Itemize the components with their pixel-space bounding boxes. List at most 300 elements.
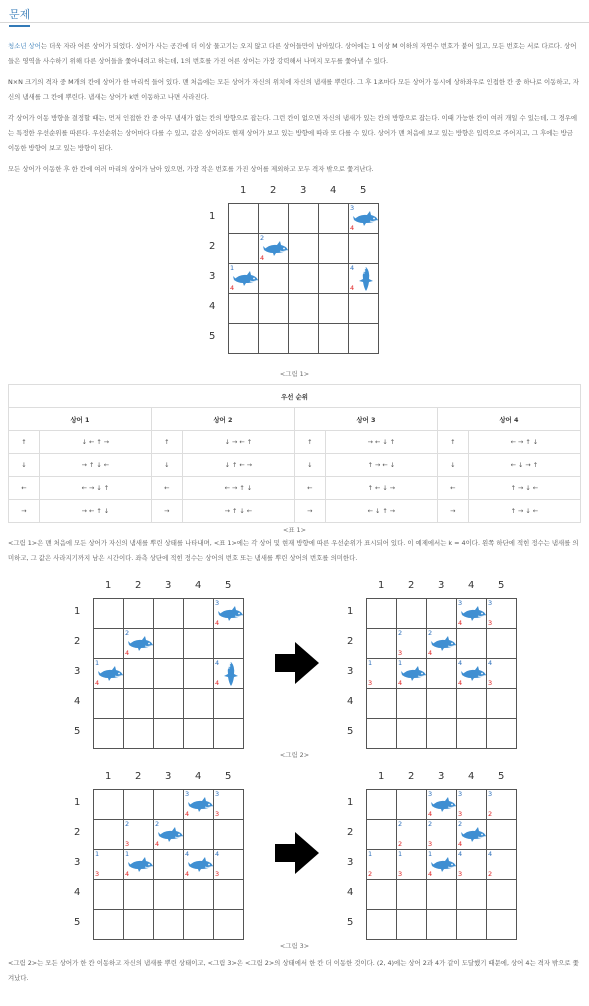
- grid-cell: [289, 264, 319, 294]
- smell-counter: 4: [185, 810, 190, 818]
- row-label: 3: [74, 857, 81, 868]
- grid-cell: [259, 294, 289, 324]
- current-direction-cell: ↓: [151, 454, 182, 477]
- shark-number: 3: [428, 790, 433, 798]
- row-label: 1: [347, 797, 354, 808]
- grid-cell: [367, 880, 397, 910]
- figure-3: [0, 765, 589, 943]
- column-label: 2: [408, 580, 415, 591]
- arrow-right-icon: [275, 642, 319, 684]
- priority-cell: ↓ → ← ↑: [182, 431, 294, 454]
- column-label: 5: [225, 580, 232, 591]
- current-direction-cell: →: [9, 500, 40, 523]
- grid-cell: [124, 689, 154, 719]
- smell-counter: 4: [428, 649, 433, 657]
- smell-counter: 3: [215, 870, 220, 878]
- grid-cell: [229, 324, 259, 354]
- row-label: 5: [74, 726, 81, 737]
- smell-counter: 3: [488, 679, 493, 687]
- row-label: 4: [209, 301, 216, 312]
- shark-number: 3: [215, 599, 220, 607]
- grid-cell: [367, 689, 397, 719]
- figure-2-caption: <그림 2>: [279, 751, 310, 759]
- grid-cell: [154, 790, 184, 820]
- grid-cell: [184, 790, 214, 820]
- grid-cell: [214, 659, 244, 689]
- shark-icon: [461, 666, 487, 686]
- smell-counter: 3: [458, 870, 463, 878]
- row-label: 4: [347, 887, 354, 898]
- smell-counter: 3: [398, 870, 403, 878]
- smell-counter: 4: [95, 679, 100, 687]
- grid-cell: [94, 599, 124, 629]
- grid-cell: [367, 820, 397, 850]
- smell-counter: 3: [458, 810, 463, 818]
- arrow-right-icon: [275, 832, 319, 874]
- grid-cell: [367, 850, 397, 880]
- grid-cell: [487, 790, 517, 820]
- smell-counter: 4: [398, 679, 403, 687]
- grid-table: [366, 598, 517, 749]
- shark-icon: [218, 606, 244, 626]
- shark-number: 2: [125, 629, 130, 637]
- row-label: 4: [74, 887, 81, 898]
- grid-cell: [457, 850, 487, 880]
- grid-cell: [487, 880, 517, 910]
- row-label: 5: [74, 917, 81, 928]
- smell-counter: 4: [185, 870, 190, 878]
- row-label: 4: [347, 696, 354, 707]
- grid-cell: [229, 264, 259, 294]
- grid-cell: [214, 880, 244, 910]
- shark-number: 2: [398, 820, 403, 828]
- priority-table-title: 우선 순위: [9, 385, 581, 408]
- grid-cell: [124, 629, 154, 659]
- current-direction-cell: →: [437, 500, 468, 523]
- grid-cell: [259, 264, 289, 294]
- smell-counter: 3: [368, 679, 373, 687]
- priority-cell: → ← ↑ ↓: [39, 500, 151, 523]
- grid-cell: [124, 850, 154, 880]
- paragraph-figure-2-3: <그림 2>는 모든 상어가 한 칸 이동하고 자신의 냄새를 뿌린 상태이고, <그림 3>은 <그림 2>의 상태에서 한 칸 더 이동한 것이다. (2, 4)에는 상어 2과 4가 같이 도달했기 때문에, 상어 4는 격자 밖으로 쫓겨났다.: [8, 959, 579, 982]
- shark-number: 4: [350, 264, 355, 272]
- grid-cell: [487, 850, 517, 880]
- grid-cell: [427, 659, 457, 689]
- shark-number: 2: [125, 820, 130, 828]
- column-label: 4: [195, 771, 202, 782]
- grid-cell: [427, 599, 457, 629]
- shark-number: 2: [428, 629, 433, 637]
- grid-cell: [397, 880, 427, 910]
- grid-cell: [367, 629, 397, 659]
- row-label: 3: [347, 857, 354, 868]
- column-label: 1: [105, 580, 112, 591]
- table-header: 상어 1: [9, 408, 152, 431]
- smell-counter: 2: [398, 840, 403, 848]
- grid-cell: [214, 850, 244, 880]
- smell-counter: 4: [125, 649, 130, 657]
- priority-cell: → ↑ ↓ ←: [39, 454, 151, 477]
- grid-cell: [229, 234, 259, 264]
- grid-cell: [457, 910, 487, 940]
- shark-icon: [223, 661, 239, 691]
- priority-cell: → ← ↓ ↑: [325, 431, 437, 454]
- grid-cell: [214, 910, 244, 940]
- grid-cell: [154, 880, 184, 910]
- grid-cell: [124, 599, 154, 629]
- row-label: 3: [347, 666, 354, 677]
- figure-1-caption: <그림 1>: [279, 370, 310, 378]
- row-label: 5: [209, 331, 216, 342]
- column-label: 4: [195, 580, 202, 591]
- grid-cell: [457, 790, 487, 820]
- grid-cell: [94, 850, 124, 880]
- smell-counter: 2: [488, 810, 493, 818]
- grid-cell: [154, 629, 184, 659]
- column-label: 5: [498, 771, 505, 782]
- shark-icon: [431, 636, 457, 656]
- priority-cell: ↑ → ← ↓: [325, 454, 437, 477]
- grid-cell: [367, 659, 397, 689]
- grid-cell: [94, 689, 124, 719]
- priority-cell: ← → ↑ ↓: [182, 477, 294, 500]
- figure-1: [0, 183, 589, 373]
- shark-number: 4: [458, 850, 463, 858]
- smell-counter: 4: [458, 619, 463, 627]
- column-label: 4: [330, 185, 337, 196]
- grid-cell: [184, 629, 214, 659]
- current-direction-cell: ←: [294, 477, 325, 500]
- grid-cell: [94, 910, 124, 940]
- paragraph-grid: N×N 크기의 격자 중 M개의 칸에 상어가 한 마리씩 들어 있다. 맨 처음에는 모든 상어가 자신의 위치에 자신의 냄새를 뿌린다. 그 후 1초마다 모든 상어가 동시에 상하좌우로 인접한 칸 중 하나로 이동하고, 자신의 냄새를 그 칸에 뿌린다. 냄새는 상어가 k번 이동하고 나면 사라진다.: [8, 78, 579, 101]
- current-direction-cell: ↑: [151, 431, 182, 454]
- grid-cell: [94, 719, 124, 749]
- grid-cell: [124, 910, 154, 940]
- shark-icon: [431, 857, 457, 877]
- grid-cell: [457, 820, 487, 850]
- grid-cell: [319, 264, 349, 294]
- table-header: 상어 2: [151, 408, 294, 431]
- column-label: 3: [438, 771, 445, 782]
- grid-cell: [184, 599, 214, 629]
- paragraph-intro-text: 는 더욱 자라 어른 상어가 되었다. 상어가 사는 공간에 더 이상 물고기는 오지 않고 다른 상어들만이 남아있다. 상어에는 1 이상 M 이하의 자연수 번호가 붙어 있고, 모든 번호는 서로 다르다. 상어들은 영역을 사수하기 위해 다른 상어들을 쫓아내려고 하는데, 1의 번호를 가진 어른 상어는 가장 강력해서 나머지 모두를 쫓아낼 수 있다.: [8, 42, 577, 65]
- column-label: 3: [300, 185, 307, 196]
- column-label: 4: [468, 580, 475, 591]
- shark-icon: [98, 666, 124, 686]
- shark-number: 3: [458, 599, 463, 607]
- grid-cell: [349, 324, 379, 354]
- smell-counter: 3: [125, 840, 130, 848]
- grid-cell: [184, 659, 214, 689]
- smell-counter: 4: [125, 870, 130, 878]
- section-title: 문제: [9, 6, 30, 27]
- shark-number: 3: [350, 204, 355, 212]
- grid-cell: [457, 719, 487, 749]
- column-label: 2: [135, 771, 142, 782]
- grid-cell: [214, 689, 244, 719]
- table-row: [9, 500, 581, 523]
- shark-number: 1: [398, 850, 403, 858]
- priority-cell: → ↑ ↓ ←: [182, 500, 294, 523]
- paragraph-figure-explanation: <그림 1>은 맨 처음에 모든 상어가 자신의 냄새를 뿌린 상태를 나타내며, <표 1>에는 각 상어 및 현재 방향에 따른 우선순위가 표시되어 있다. 이 예제에서는 k = 4이다. 왼쪽 하단에 적힌 정수는 냄새를 의미하고, 그 값은 사라지기까지 남은 시간이다. 좌측 상단에 적힌 정수는 상어의 번호 또는 냄새를 뿌린 상어의 번호를 의미한다.: [8, 539, 579, 562]
- grid-cell: [427, 629, 457, 659]
- smell-counter: 4: [458, 679, 463, 687]
- priority-cell: ↓ ← ↑ →: [39, 431, 151, 454]
- grid-cell: [487, 820, 517, 850]
- grid-cell: [124, 820, 154, 850]
- priority-cell: ↑ ← ↓ →: [325, 477, 437, 500]
- shark-icon: [128, 857, 154, 877]
- grid-cell: [214, 629, 244, 659]
- column-label: 1: [240, 185, 247, 196]
- shark-number: 1: [368, 850, 373, 858]
- column-label: 5: [225, 771, 232, 782]
- shark-icon: [128, 636, 154, 656]
- grid-cell: [367, 719, 397, 749]
- grid-table: [93, 598, 244, 749]
- grid-cell: [94, 659, 124, 689]
- shark-icon: [431, 797, 457, 817]
- row-label: 3: [74, 666, 81, 677]
- grid-cell: [214, 820, 244, 850]
- grid-cell: [259, 234, 289, 264]
- grid-cell: [397, 910, 427, 940]
- smell-counter: 4: [458, 840, 463, 848]
- shark-icon: [188, 857, 214, 877]
- grid-cell: [319, 234, 349, 264]
- shark-number: 2: [458, 820, 463, 828]
- grid-cell: [457, 599, 487, 629]
- shark-number: 4: [215, 850, 220, 858]
- column-label: 3: [165, 580, 172, 591]
- column-label: 2: [135, 580, 142, 591]
- problem-content: [0, 39, 589, 177]
- shark-number: 4: [185, 850, 190, 858]
- grid-cell: [154, 850, 184, 880]
- paragraph-intro: [8, 39, 581, 69]
- row-label: 5: [347, 917, 354, 928]
- shark-number: 1: [398, 659, 403, 667]
- priority-table-body: [9, 431, 581, 523]
- shark-icon: [263, 241, 289, 261]
- grid-cell: [457, 629, 487, 659]
- grid-cell: [487, 599, 517, 629]
- grid-cell: [184, 850, 214, 880]
- grid-cell: [214, 790, 244, 820]
- current-direction-cell: ↓: [9, 454, 40, 477]
- smell-counter: 4: [260, 254, 265, 262]
- grid-cell: [427, 880, 457, 910]
- grid-cell: [487, 629, 517, 659]
- grid-cell: [184, 689, 214, 719]
- column-label: 5: [360, 185, 367, 196]
- grid-cell: [397, 629, 427, 659]
- grid-cell: [94, 790, 124, 820]
- grid-cell: [184, 719, 214, 749]
- grid-cell: [319, 324, 349, 354]
- smell-counter: 3: [488, 619, 493, 627]
- priority-cell: ← → ↑ ↓: [468, 431, 580, 454]
- grid-cell: [214, 719, 244, 749]
- row-label: 2: [347, 636, 354, 647]
- grid-cell: [154, 659, 184, 689]
- grid-cell: [124, 880, 154, 910]
- column-label: 1: [378, 580, 385, 591]
- smell-counter: 3: [95, 870, 100, 878]
- row-label: 2: [74, 636, 81, 647]
- grid-cell: [259, 204, 289, 234]
- row-label: 5: [347, 726, 354, 737]
- column-label: 4: [468, 771, 475, 782]
- column-label: 2: [270, 185, 277, 196]
- grid-cell: [184, 910, 214, 940]
- grid-cell: [319, 204, 349, 234]
- current-direction-cell: ↑: [437, 431, 468, 454]
- grid-cell: [124, 790, 154, 820]
- shark-number: 2: [155, 820, 160, 828]
- grid-cell: [367, 599, 397, 629]
- grid-cell: [124, 719, 154, 749]
- priority-cell: ← ↓ → ↑: [468, 454, 580, 477]
- grid-cell: [487, 659, 517, 689]
- row-label: 1: [74, 797, 81, 808]
- shark-number: 4: [458, 659, 463, 667]
- grid-cell: [184, 880, 214, 910]
- grid-cell: [154, 910, 184, 940]
- grid-cell: [427, 719, 457, 749]
- grid-cell: [367, 790, 397, 820]
- grid-cell: [349, 234, 379, 264]
- column-label: 2: [408, 771, 415, 782]
- grid-cell: [487, 910, 517, 940]
- shark-number: 1: [125, 850, 130, 858]
- smell-counter: 4: [215, 619, 220, 627]
- grid-table: [93, 789, 244, 940]
- shark-number: 1: [428, 850, 433, 858]
- shark-icon: [188, 797, 214, 817]
- table-1-caption: <표 1>: [283, 526, 306, 534]
- priority-cell: ↓ ↑ ← →: [182, 454, 294, 477]
- grid-cell: [214, 599, 244, 629]
- smell-counter: 4: [350, 224, 355, 232]
- current-direction-cell: →: [151, 500, 182, 523]
- shark-icon: [353, 211, 379, 231]
- grid-cell: [289, 324, 319, 354]
- row-label: 4: [74, 696, 81, 707]
- row-label: 2: [347, 827, 354, 838]
- priority-cell: ← → ↓ ↑: [39, 477, 151, 500]
- grid-cell: [259, 324, 289, 354]
- priority-cell: ← ↓ ↑ →: [325, 500, 437, 523]
- grid-cell: [397, 689, 427, 719]
- grid-cell: [349, 264, 379, 294]
- grid-cell: [427, 689, 457, 719]
- table-row: [9, 454, 581, 477]
- current-direction-cell: ←: [9, 477, 40, 500]
- grid-cell: [427, 820, 457, 850]
- column-label: 1: [105, 771, 112, 782]
- explanation: [0, 536, 589, 566]
- current-direction-cell: ←: [151, 477, 182, 500]
- shark-number: 1: [95, 659, 100, 667]
- table-header: 상어 4: [437, 408, 580, 431]
- smell-counter: 3: [215, 810, 220, 818]
- grid-cell: [154, 820, 184, 850]
- smell-counter: 4: [230, 284, 235, 292]
- shark-number: 2: [428, 820, 433, 828]
- grid-cell: [349, 294, 379, 324]
- grid-cell: [397, 719, 427, 749]
- grid-cell: [229, 294, 259, 324]
- problem-header: [0, 0, 589, 23]
- grid-cell: [289, 294, 319, 324]
- current-direction-cell: ↓: [294, 454, 325, 477]
- smell-counter: 4: [428, 870, 433, 878]
- shark-number: 4: [488, 850, 493, 858]
- grid-cell: [289, 234, 319, 264]
- grid-cell: [457, 659, 487, 689]
- grid-cell: [94, 629, 124, 659]
- grid-cell: [94, 880, 124, 910]
- smell-counter: 3: [428, 840, 433, 848]
- smell-counter: 3: [398, 649, 403, 657]
- grid-cell: [397, 599, 427, 629]
- shark-icon: [461, 606, 487, 626]
- grid-cell: [229, 204, 259, 234]
- column-label: 5: [498, 580, 505, 591]
- grid-cell: [427, 910, 457, 940]
- row-label: 2: [209, 241, 216, 252]
- current-direction-cell: →: [294, 500, 325, 523]
- grid-cell: [94, 820, 124, 850]
- grid-cell: [487, 719, 517, 749]
- paragraph-collision: 모든 상어가 이동한 후 한 칸에 여러 마리의 상어가 남아 있으면, 가장 작은 번호를 가진 상어를 제외하고 모두 격자 밖으로 쫓겨난다.: [8, 165, 374, 173]
- shark-number: 1: [230, 264, 235, 272]
- shark-icon: [401, 666, 427, 686]
- priority-cell: ↑ → ↓ ←: [468, 477, 580, 500]
- grid-cell: [457, 880, 487, 910]
- grid-table: [366, 789, 517, 940]
- grid-table: [228, 203, 379, 354]
- shark-number: 3: [185, 790, 190, 798]
- grid-cell: [124, 659, 154, 689]
- current-direction-cell: ↓: [437, 454, 468, 477]
- grid-cell: [184, 820, 214, 850]
- figure-2: [0, 572, 589, 748]
- grid-cell: [457, 689, 487, 719]
- smell-counter: 2: [368, 870, 373, 878]
- shark-number: 3: [488, 599, 493, 607]
- table-row: [9, 477, 581, 500]
- row-label: 1: [347, 606, 354, 617]
- smell-counter: 2: [488, 870, 493, 878]
- row-label: 1: [209, 211, 216, 222]
- grid-cell: [427, 790, 457, 820]
- priority-table: [8, 384, 581, 523]
- problem-link[interactable]: 청소년 상어: [8, 42, 41, 50]
- smell-counter: 4: [215, 679, 220, 687]
- grid-cell: [397, 820, 427, 850]
- smell-counter: 4: [350, 284, 355, 292]
- shark-number: 1: [368, 659, 373, 667]
- current-direction-cell: ←: [437, 477, 468, 500]
- grid-cell: [487, 689, 517, 719]
- column-label: 3: [165, 771, 172, 782]
- grid-cell: [427, 850, 457, 880]
- shark-number: 4: [215, 659, 220, 667]
- shark-number: 3: [458, 790, 463, 798]
- grid-cell: [349, 204, 379, 234]
